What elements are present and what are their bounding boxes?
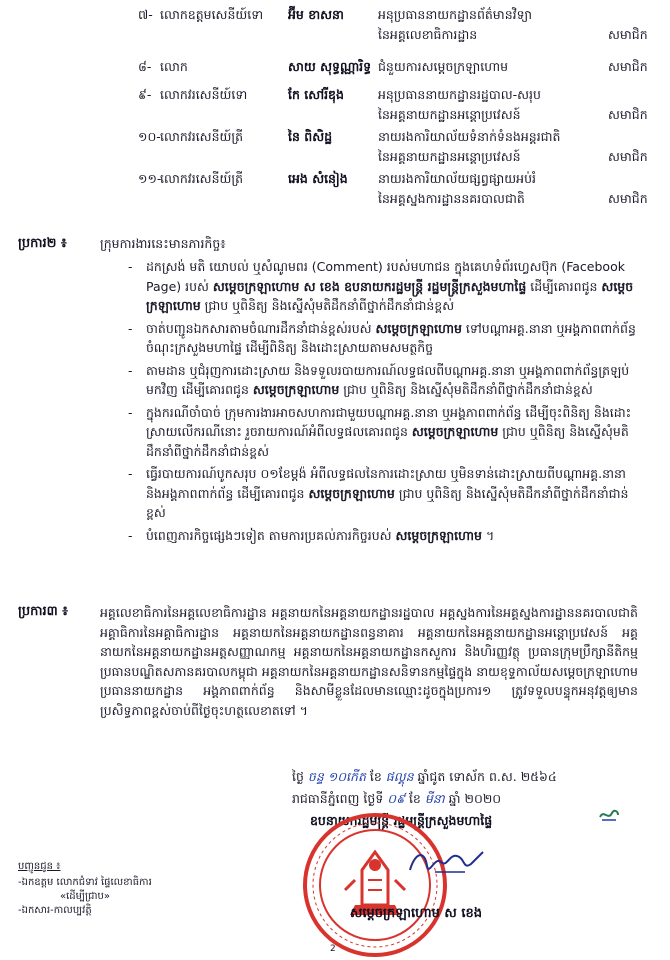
- date-lunar-prefix: ថ្ងៃ: [292, 769, 304, 784]
- member-role: សមាជិក: [608, 107, 648, 122]
- date-solar-suffix: ឆ្នាំ ២០២០: [448, 791, 502, 806]
- member-position-line-2: នៃអគ្គនាយកដ្ឋានអន្តោប្រវេសន៍: [378, 149, 521, 164]
- member-role: សមាជិក: [608, 191, 648, 206]
- signer-name: សម្តេចក្រឡាហោម ស ខេង: [350, 906, 482, 921]
- bullet-dash: -: [128, 320, 133, 336]
- duty-text-mid: ដើម្បីគោរពជូន: [526, 278, 602, 294]
- cc-heading: បញ្ជូនជូន ៖: [18, 861, 61, 872]
- member-role: សមាជិក: [608, 149, 648, 164]
- member-number: ៨-: [138, 59, 152, 74]
- duty-text-mid: ជ្រាប ឬពិនិត្យ និងស្នើសុំមតិដឹកនាំពីថ្នាក់ដឹកនាំជាន់ខ្ពស់: [146, 485, 629, 520]
- member-number: ៧-: [138, 7, 153, 22]
- member-position: ជំនួយការសម្តេចក្រឡាហោម: [378, 59, 509, 74]
- article-3-text: អគ្គលេខាធិការនៃអគ្គលេខាធិការដ្ឋាន អគ្គនាយកនៃអគ្គនាយកដ្ឋានរដ្ឋបាល អគ្គស្នងការនៃអគ្គស្នងការដ្ឋាននគរបាលជាតិ អគ្គាធិការនៃអគ្គាធិការដ្ឋាន អគ្គនាយកនៃអគ្គនាយកដ្ឋានពន្ធនាគារ អគ្គនាយកនៃអគ្គនាយកដ្ឋានអន្តោប្រវេសន៍ អគ្គនាយកនៃអគ្គនាយកដ្ឋានអត្តសញ្ញាណកម្ម អគ្គនាយកនៃអគ្គនាយកដ្ឋានកសួការ និងហិរញ្ញវត្ថុ ប្រធានក្រុមប្រឹក្សានីតិកម្ម ប្រធានបណ្ឌិតសភានគរបាលកម្ពុជា អគ្គនាយកនៃអគ្គនាយកដ្ឋានសនិទានកម្មផ្ទៃក្នុង នាយខុទ្ទកាល័យសម្តេចក្រឡាហោម ប្រធាននាយកដ្ឋាន អង្គភាពពាក់ព័ន្ធ និងសាមីខ្លួនដែលមានឈ្មោះដូចក្នុងប្រការ១ ត្រូវទទួលបន្ទុកអនុវត្តឲ្យមានប្រសិទ្ធភាពខ្ពស់ចាប់ពីថ្ងៃចុះហត្ថលេខាតទៅ ។: [100, 605, 638, 718]
- cc-line-3: -ឯកសារ-កាលប្បវត្តិ: [18, 905, 92, 916]
- duty-text-bold2: សម្តេចក្រឡាហោម: [146, 278, 634, 313]
- member-position: នាយរងការិយាល័យផ្សព្វផ្សាយអប់រំ: [378, 171, 537, 186]
- member-role: សមាជិក: [608, 59, 648, 74]
- member-name: អ៊ីម ខាសនា: [288, 7, 344, 22]
- bullet-dash: -: [128, 404, 133, 420]
- duty-text-pre: ក្នុងករណីចាំបាច់ ក្រុមការងារអាចសហការជាមួយបណ្តាអគ្គ.នានា ឬអង្គភាពពាក់ព័ន្ធ ដើម្បីចុះពិនិត្យ និងដោះស្រាយលើករណីនោះ រួចរាយការណ៍អំពីលទ្ធផលគោរពជូន: [146, 404, 632, 439]
- article-2-duties: [128, 257, 640, 548]
- bullet-dash: -: [128, 527, 133, 543]
- member-position-line-2: នៃអគ្គស្នងការដ្ឋាននគរបាលជាតិ: [378, 191, 525, 206]
- date-lunar-suffix: ឆ្នាំជូត ទោស័ក ព.ស. ២៥៦៤: [417, 769, 557, 784]
- article-2-intro: ក្រុមការងារនេះមានភារកិច្ច៖: [100, 236, 226, 251]
- signature-icon: [405, 842, 485, 882]
- date-lunar-handwritten-month: ផល្គុន: [385, 769, 414, 784]
- date-lunar: [292, 768, 557, 786]
- duty-text-mid: ជ្រាប ឬពិនិត្យ និងស្នើសុំមតិដឹកនាំពីថ្នាក់ដឹកនាំជាន់ខ្ពស់: [146, 424, 629, 459]
- duty-text-bold: សម្តេចក្រឡាហោម ស ខេង ឧបនាយករដ្ឋមន្ត្រី រដ្ឋមន្ត្រីក្រសួងមហាផ្ទៃ: [212, 278, 527, 294]
- official-seal-icon: [300, 810, 450, 960]
- date-solar-prefix: រាជធានីភ្នំពេញ ថ្ងៃទី: [292, 791, 384, 806]
- bullet-dash: -: [128, 362, 133, 378]
- duty-text-bold: សម្តេចក្រឡាហោម: [308, 485, 395, 501]
- duty-text-post: ជ្រាប ឬពិនិត្យ និងស្នើសុំមតិដឹកនាំពីថ្នាក់ដឹកនាំជាន់ខ្ពស់: [200, 298, 455, 313]
- member-rank: លោកវរសេនីយ៍ត្រី: [160, 129, 244, 144]
- member-name: អេង សំនៀង: [288, 171, 348, 186]
- duty-item: [128, 361, 640, 400]
- date-lunar-handwritten-day: ចន្ទ ១០កើត: [307, 769, 366, 784]
- date-solar-handwritten-month: មីនា: [424, 791, 445, 806]
- duty-item: [128, 403, 640, 462]
- duty-text-mid: ទៅបណ្តាអគ្គ.នានា ឬអង្គភាពពាក់ព័ន្ធចំណុះក្រសួងមហាផ្ទៃ ដើម្បីពិនិត្យ និងដោះស្រាយតាមសមត្ថកិច្ច: [146, 320, 636, 355]
- member-number: ១១-: [138, 171, 162, 186]
- member-number: ១០-: [138, 129, 161, 144]
- member-position: នាយរងការិយាល័យទំនាក់ទំនងអន្តរជាតិ: [378, 129, 561, 144]
- member-position-line-2: នៃអគ្គនាយកដ្ឋានអន្តោប្រវេសន៍: [378, 107, 521, 122]
- bullet-dash: -: [128, 466, 133, 481]
- duty-text-bold: សម្តេចក្រឡាហោម: [252, 382, 340, 397]
- duty-text-bold: សម្តេចក្រឡាហោម: [395, 527, 482, 543]
- duty-text-pre: តាមដាន ឬជំរុញការដោះស្រាយ និងទទួលរបាយការណ៍លទ្ធផលពីបណ្តាអគ្គ.នានា ឬអង្គភាពពាក់ព័ន្ធត្រឡប់មកវិញ ដើម្បីគោរពជូន: [146, 362, 630, 397]
- member-position: អនុប្រធាននាយកដ្ឋានព័ត៌មានវិទ្យា: [378, 7, 533, 22]
- cc-line-1: -ឯកឧត្តម លោកជំទាវ ផ្ទៃលេខាធិការ: [18, 877, 152, 888]
- member-number: ៩-: [138, 87, 152, 102]
- duty-text-mid: ។: [481, 527, 495, 543]
- duty-text-pre: បំពេញភារកិច្ចផ្សេងៗទៀត តាមការប្រគល់ភារកិច្ចរបស់: [146, 527, 396, 543]
- duty-item: [128, 526, 640, 546]
- duty-text-bold: សម្តេចក្រឡាហោម: [411, 424, 499, 439]
- member-position: អនុប្រធាននាយកដ្ឋានរដ្ឋបាល-សរុប: [378, 87, 541, 102]
- member-rank: លោកវរសេនីយ៍ត្រី: [160, 171, 244, 186]
- member-rank: លោក: [160, 59, 188, 74]
- date-lunar-month-label: ខែ: [369, 769, 382, 784]
- cc-line-2: «ដើម្បីជ្រាប»: [60, 891, 110, 902]
- date-solar-month-label: ខែ: [408, 791, 421, 806]
- duty-text-bold: សម្តេចក្រឡាហោម: [375, 320, 462, 336]
- member-name: នៃ ពិសិដ្ឋ: [288, 129, 333, 144]
- date-solar-handwritten-day: ០៩: [387, 791, 405, 806]
- member-name: កែ សៅរីឌុង: [288, 87, 344, 102]
- member-name: សាយ សុទ្ធណ្ណារិទ្ធ: [288, 59, 372, 74]
- duty-item: [128, 464, 640, 523]
- article-2-label: ប្រការ២ ៖: [18, 236, 67, 251]
- duty-item: [128, 257, 640, 316]
- duty-text-pre: ចាត់បញ្ជូនឯកសារតាមចំណារដឹកនាំជាន់ខ្ពស់របស់: [146, 320, 376, 336]
- member-position-line-2: នៃអគ្គលេខាធិការដ្ឋាន: [378, 27, 478, 42]
- duty-text-mid: ជ្រាប ឬពិនិត្យ និងស្នើសុំមតិដឹកនាំពីថ្នាក់ដឹកនាំជាន់ខ្ពស់: [339, 382, 593, 397]
- article-3-label: ប្រការ៣ ៖: [18, 604, 68, 619]
- member-rank: លោកវរសេនីយ៍ទោ: [160, 87, 248, 102]
- member-role: សមាជិក: [608, 27, 648, 42]
- bullet-dash: -: [128, 259, 133, 274]
- duty-text-pre: ធ្វើរបាយការណ៍បូកសរុប ០១ខែម្តង៉ អំពីលទ្ធផលនៃការដោះស្រាយ ឬមិនទាន់ដោះស្រាយពីបណ្តាអគ្គ.នានា និងអង្គភាពពាក់ព័ន្ធ ដើម្បីគោរពជូន: [146, 466, 626, 501]
- initials-mark-icon: [598, 805, 620, 823]
- member-rank: លោកឧត្តមសេនីយ៍ទោ: [160, 7, 264, 22]
- date-solar: [292, 790, 501, 808]
- duty-item: [128, 319, 640, 358]
- page-number: 2: [330, 944, 336, 954]
- signer-title: ឧបនាយករដ្ឋមន្ត្រី រដ្ឋមន្ត្រីក្រសួងមហាផ្ទៃ: [310, 813, 493, 828]
- duty-text-pre: ដកស្រង់ មតិ យោបល់ ឬសំណូមពរ (Comment) របស់មហាជន ក្នុងគេហទំព័រហ្វេសប៊ុក (Facebook Page) របស់: [146, 259, 625, 294]
